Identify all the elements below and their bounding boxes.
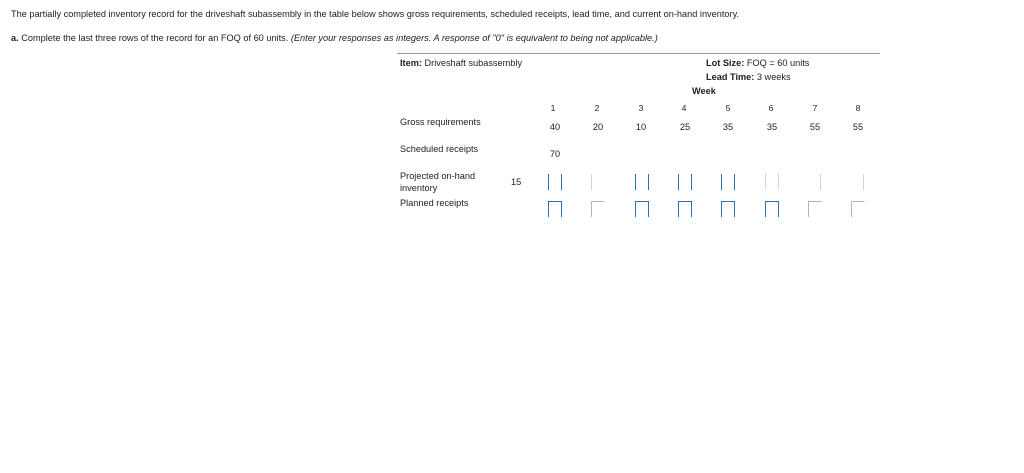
lot-size-value: FOQ = 60 units xyxy=(744,58,810,68)
week-number: 2 xyxy=(594,103,600,113)
planned-receipt-input[interactable] xyxy=(721,201,735,217)
projected-on-hand-input[interactable] xyxy=(548,174,562,190)
item-label: Item: xyxy=(400,58,422,68)
week-number: 1 xyxy=(550,103,556,113)
planned-receipts-label: Planned receipts xyxy=(400,198,469,208)
initial-on-hand-value: 15 xyxy=(511,177,522,187)
part-a-instruction: (Enter your responses as integers. A response of "0" is equivalent to being not applicable.) xyxy=(290,33,658,43)
week-number: 4 xyxy=(681,103,687,113)
part-a-label: a. xyxy=(11,33,19,43)
projected-on-hand-input[interactable] xyxy=(591,174,592,190)
week-header: Week xyxy=(692,86,716,96)
projected-on-hand-input[interactable] xyxy=(820,174,821,190)
planned-receipt-input[interactable] xyxy=(678,201,692,217)
projected-on-hand-input[interactable] xyxy=(765,174,779,190)
planned-receipt-input[interactable] xyxy=(548,201,562,217)
gross-requirement-value: 40 xyxy=(549,122,561,132)
gross-requirement-value: 20 xyxy=(592,122,604,132)
week-number: 7 xyxy=(812,103,818,113)
gross-requirements-label: Gross requirements xyxy=(400,117,481,127)
projected-on-hand-input[interactable] xyxy=(863,174,864,190)
planned-receipt-input[interactable] xyxy=(765,201,779,217)
planned-receipt-input[interactable] xyxy=(851,201,865,217)
projected-on-hand-label: Projected on-hand inventory xyxy=(400,171,476,193)
item-value: Driveshaft subassembly xyxy=(421,58,523,68)
planned-receipt-input[interactable] xyxy=(591,201,605,217)
lot-size-line xyxy=(706,58,809,68)
item-line xyxy=(400,58,522,68)
gross-requirement-value: 55 xyxy=(852,122,864,132)
projected-on-hand-input[interactable] xyxy=(635,174,649,190)
inventory-record-table xyxy=(397,53,880,231)
scheduled-receipt-value: 70 xyxy=(549,149,561,159)
part-a-prompt xyxy=(11,33,658,43)
table-top-rule xyxy=(397,53,880,54)
lead-time-label: Lead Time: xyxy=(706,72,755,82)
week-number: 3 xyxy=(638,103,644,113)
gross-requirement-value: 25 xyxy=(679,122,691,132)
week-number: 8 xyxy=(855,103,861,113)
gross-requirement-value: 35 xyxy=(766,122,778,132)
week-number: 5 xyxy=(725,103,731,113)
gross-requirement-value: 55 xyxy=(809,122,821,132)
lead-time-line xyxy=(706,72,791,82)
week-number: 6 xyxy=(768,103,774,113)
planned-receipt-input[interactable] xyxy=(635,201,649,217)
gross-requirement-value: 10 xyxy=(635,122,647,132)
problem-intro: The partially completed inventory record for the driveshaft subassembly in the table below shows gross requirements, scheduled receipts, lead time, and current on-hand inventory. xyxy=(11,9,740,19)
gross-requirement-value: 35 xyxy=(722,122,734,132)
lead-time-value: 3 weeks xyxy=(754,72,791,82)
lot-size-label: Lot Size: xyxy=(706,58,745,68)
planned-receipt-input[interactable] xyxy=(808,201,822,217)
projected-on-hand-input[interactable] xyxy=(678,174,692,190)
projected-on-hand-input[interactable] xyxy=(721,174,735,190)
scheduled-receipts-label: Scheduled receipts xyxy=(400,144,479,154)
part-a-text: Complete the last three rows of the record for an FOQ of 60 units. xyxy=(18,33,291,43)
